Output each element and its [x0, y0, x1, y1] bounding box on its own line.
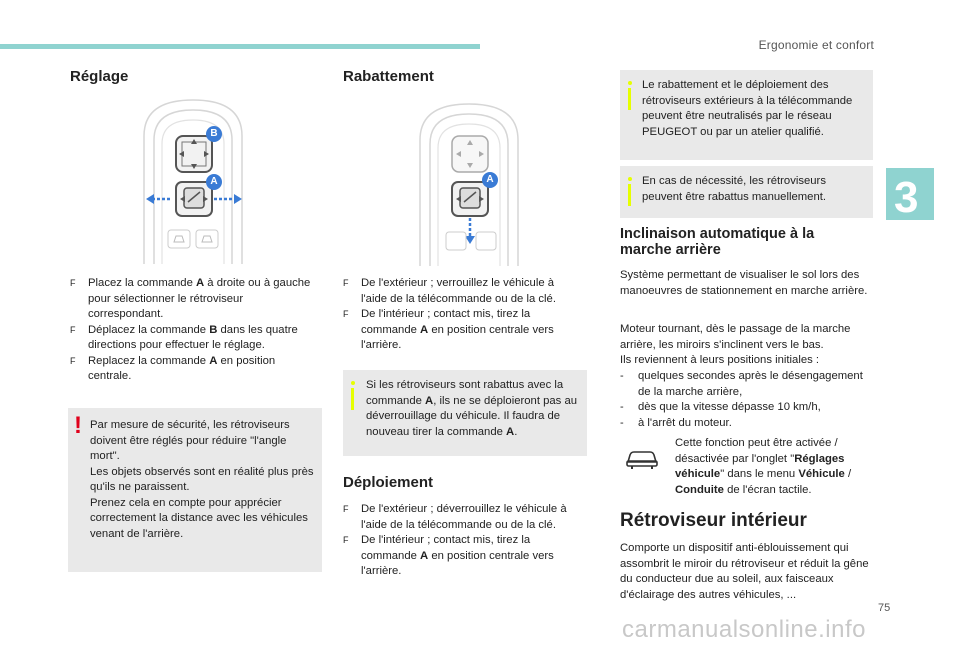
page-number: 75 — [878, 602, 891, 614]
deploiement-title: Déploiement — [343, 474, 434, 491]
mirror-control-figure — [138, 96, 248, 264]
info-icon-dot — [351, 381, 355, 385]
list-item: - à l'arrêt du moteur. — [620, 416, 732, 429]
list-item: F Replacez la commande A en position centrale. — [70, 354, 276, 382]
rabattement-steps — [343, 276, 583, 354]
list-item: F De l'intérieur ; contact mis, tirez la commande A en position centrale vers l'arrière. — [343, 534, 554, 577]
info-text: En cas de nécessité, les rétroviseurs peuvent être rabattus manuellement. — [642, 175, 826, 203]
figure-label-a: A — [206, 174, 222, 190]
reglage-steps — [70, 276, 320, 385]
list-item: F Placez la commande A à droite ou à gauche pour sélectionner le rétroviseur correspondant. — [70, 277, 311, 320]
figure-label-b: B — [206, 126, 222, 142]
retroviseur-interieur-para: Comporte un dispositif anti-éblouissement qui assombrit le miroir du rétroviseur et réduit la gêne du conducteur due au soleil, aux faisceaux d'éclairage des autres véhicules, ... — [620, 542, 869, 601]
reglage-title: Réglage — [70, 68, 129, 85]
mirror-fold-figure — [414, 100, 524, 266]
retroviseur-interieur-title: Rétroviseur intérieur — [620, 510, 807, 531]
inclinaison-para1: Système permettant de visualiser le sol lors des manoeuvres de stationnement en marche arrière. — [620, 269, 868, 297]
warning-text: Par mesure de sécurité, les rétroviseurs doivent être réglés pour réduire "l'angle mort". Les objets observés sont en réalité plus près qu'ils ne paraissent. Prenez cela en compte pour apprécier correctement la distance avec les véhicules venant de l'arrière. — [90, 419, 314, 540]
rabattement-title: Rabattement — [343, 68, 434, 85]
info-icon — [628, 184, 631, 206]
info-icon — [628, 88, 631, 110]
list-item: F De l'extérieur ; déverrouillez le véhicule à l'aide de la télécommande ou de la clé. — [343, 503, 567, 531]
figure-label-a: A — [482, 172, 498, 188]
chapter-number: 3 — [894, 173, 919, 222]
info-text: Si les rétroviseurs sont rabattus avec la commande A, ils ne se déploieront pas au déverrouillage du véhicule. Il faudra de nouveau tirer la commande A. — [366, 379, 578, 438]
list-item: - dès que la vitesse dépasse 10 km/h, — [620, 401, 821, 413]
header-accent-bar — [0, 44, 480, 49]
info-icon — [351, 388, 354, 410]
list-item: F Déplacez la commande B dans les quatre directions pour effectuer le réglage. — [70, 323, 298, 351]
list-item: - quelques secondes après le désengagement de la marche arrière, — [620, 370, 863, 398]
info-text: Le rabattement et le déploiement des rétroviseurs extérieurs à la télécommande peuvent être neutralisés par le réseau PEUGEOT ou par un atelier qualifié. — [642, 79, 853, 138]
watermark: carmanualsonline.info — [622, 616, 866, 643]
deploiement-steps — [343, 502, 583, 580]
warning-icon: ! — [74, 412, 82, 439]
car-note: Cette fonction peut être activée / désactivée par l'onglet "Réglages véhicule" dans le menu Véhicule / Conduite de l'écran tactile. — [675, 437, 852, 496]
inclinaison-list — [620, 369, 870, 431]
inclinaison-para2: Moteur tournant, dès le passage de la marche arrière, les miroirs s'inclinent vers le bas. Ils reviennent à leurs positions initiales : — [620, 323, 851, 366]
info-icon-dot — [628, 81, 632, 85]
info-icon-dot — [628, 177, 632, 181]
car-icon — [624, 446, 660, 470]
section-title: Ergonomie et confort — [758, 38, 874, 52]
list-item: F De l'extérieur ; verrouillez le véhicule à l'aide de la télécommande ou de la clé. — [343, 277, 556, 305]
inclinaison-title: Inclinaison automatique à la marche arrière — [620, 226, 815, 258]
list-item: F De l'intérieur ; contact mis, tirez la commande A en position centrale vers l'arrière. — [343, 308, 554, 351]
